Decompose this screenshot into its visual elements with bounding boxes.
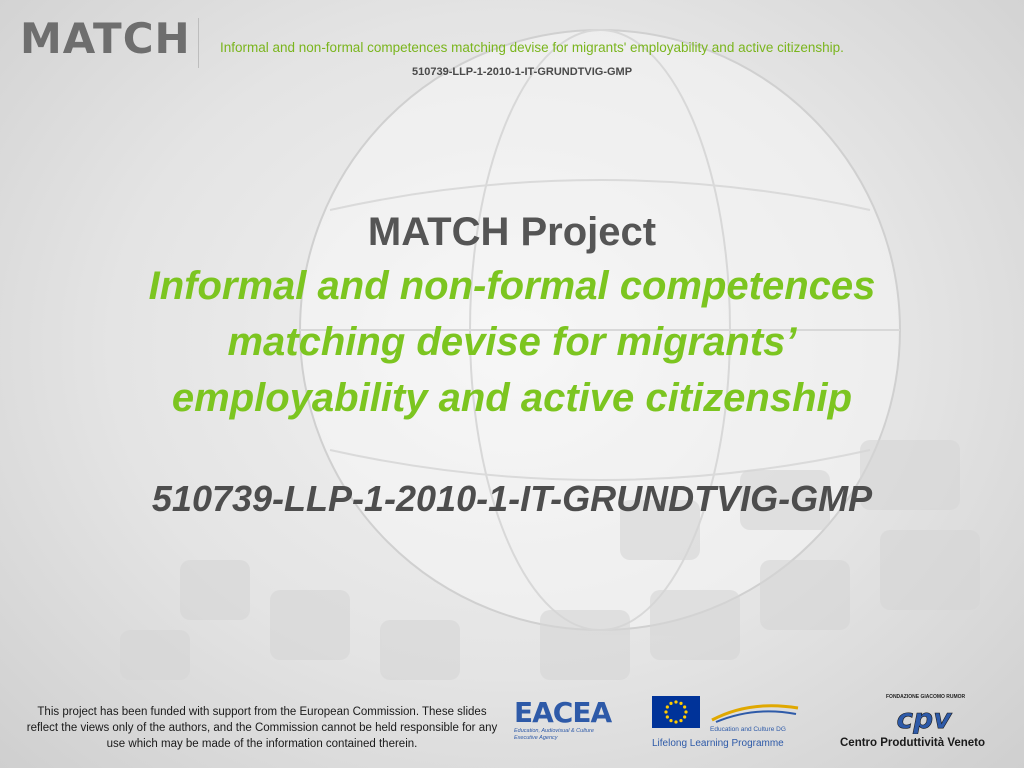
eu-star-icon	[683, 715, 686, 718]
eu-flag-icon	[652, 696, 700, 728]
cpv-foundation-label: FONDAZIONE GIACOMO RUMOR	[886, 694, 966, 700]
header-subtitle: Informal and non-formal competences matching devise for migrants' employability and active citizenship.	[220, 40, 844, 55]
cpv-mark-icon	[884, 702, 964, 734]
match-logo: MATCH	[20, 14, 191, 63]
cpv-logo	[840, 694, 1010, 754]
funding-disclaimer: This project has been funded with support from the European Commission. These slides reflect the views only of the authors, and the Commission cannot be held responsible for any use which may be made of the information contained therein.	[26, 706, 498, 750]
eacea-logo-letters: EACEA	[514, 696, 612, 729]
eu-star-icon	[684, 710, 687, 713]
header-project-code: 510739-LLP-1-2010-1-IT-GRUNDTVIG-GMP	[412, 66, 633, 78]
title-block	[40, 206, 984, 426]
eu-star-icon	[674, 700, 677, 703]
eu-star-icon	[669, 719, 672, 722]
llp-logo	[652, 696, 802, 752]
eu-star-icon	[664, 710, 667, 713]
subtitle-line-1: Informal and non-formal competences	[148, 264, 876, 308]
llp-dg-label: Education and Culture DG	[710, 726, 786, 733]
subtitle-line-2: matching devise for migrants’	[227, 320, 797, 364]
llp-programme-name: Lifelong Learning Programme	[652, 738, 784, 749]
eu-star-icon	[666, 715, 669, 718]
project-code: 510739-LLP-1-2010-1-IT-GRUNDTVIG-GMP	[151, 478, 873, 519]
eu-star-icon	[669, 702, 672, 705]
cpv-mark-text: cpv	[896, 702, 952, 734]
cpv-name: Centro Produttività Veneto	[840, 737, 986, 749]
eacea-logo	[512, 694, 610, 752]
llp-swoosh-icon	[710, 700, 800, 724]
eu-star-icon	[666, 705, 669, 708]
eu-star-icon	[683, 705, 686, 708]
eacea-caption: Education, Audiovisual & Culture Executive Agency	[514, 728, 594, 741]
subtitle-line-3: employability and active citizenship	[171, 376, 853, 420]
eu-star-icon	[674, 720, 677, 723]
slide-title: MATCH Project	[367, 210, 657, 254]
header-divider	[198, 18, 199, 68]
eu-star-icon	[679, 702, 682, 705]
eu-star-icon	[679, 719, 682, 722]
